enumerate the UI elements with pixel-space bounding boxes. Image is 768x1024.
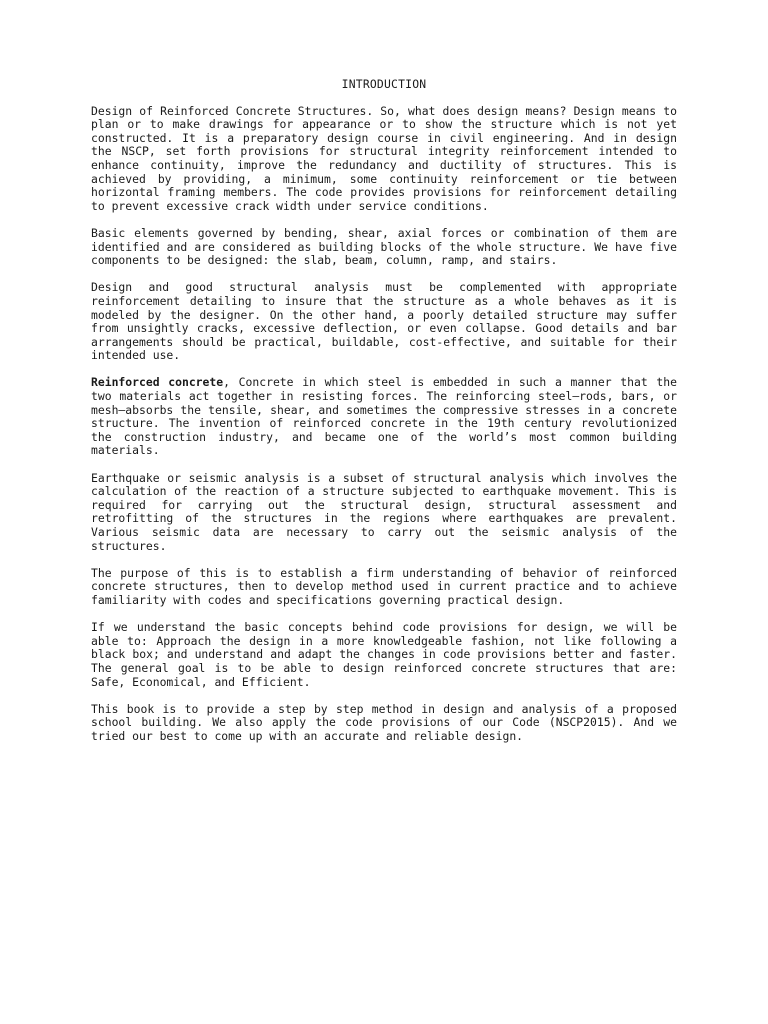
paragraph-basic-elements bbox=[91, 227, 677, 268]
paragraph-text: If we understand the basic concepts behind code provisions for design, we will be able to: Approach the design in a more knowledgeable fashion, not like following a black box; and understand and adapt the changes in code provisions better and faster. The general goal is to be able to design reinforced concrete structures that are: Safe, Economical, and Efficient. bbox=[91, 620, 677, 689]
paragraph-reinforced-concrete bbox=[91, 376, 677, 458]
paragraph-text: This book is to provide a step by step method in design and analysis of a proposed school building. We also apply the code provisions of our Code (NSCP2015). And we tried our best to come up with an accurate and reliable design. bbox=[91, 701, 677, 743]
paragraph-text: Basic elements governed by bending, shear, axial forces or combination of them are identified and are considered as building blocks of the whole structure. We have five components to be designed: the slab, beam, column, ramp, and stairs. bbox=[91, 225, 677, 268]
paragraph-detailing bbox=[91, 281, 677, 363]
page-title: INTRODUCTION bbox=[341, 77, 427, 91]
paragraph-book-aim bbox=[91, 703, 677, 744]
document-page bbox=[91, 78, 677, 757]
paragraph-purpose bbox=[91, 567, 677, 608]
paragraph-text: Design of Reinforced Concrete Structures. So, what does design means? Design means to plan or to make drawings for appearance or to show the structure which is not yet constructed. It is a preparatory design course in civil engineering. And in design the NSCP, set forth provisions for structural integrity reinforcement intended to enhance continuity, improve the redundancy and ductility of structures. This is achieved by providing, a minimum, some continuity reinforcement or tie between horizontal framing members. The code provides provisions for reinforcement detailing to prevent excessive crack width under service conditions. bbox=[91, 103, 677, 213]
paragraph-text: Design and good structural analysis must be complemented with appropriate reinforcement detailing to insure that the structure as a whole behaves as it is modeled by the designer. On the other hand, a poorly detailed structure may suffer from unsightly cracks, excessive deflection, or even collapse. Good details and bar arrangements should be practical, buildable, cost-effective, and suitable for their intended use. bbox=[91, 280, 677, 363]
paragraph-seismic-analysis bbox=[91, 472, 677, 554]
paragraph-design-intro bbox=[91, 105, 677, 214]
paragraph-text: The purpose of this is to establish a firm understanding of behavior of reinforced concrete structures, then to develop method used in current practice and to achieve familiarity with codes and specifications governing practical design. bbox=[91, 565, 677, 607]
paragraph-text: Earthquake or seismic analysis is a subset of structural analysis which involves the calculation of the reaction of a structure subjected to earthquake movement. This is required for carrying out the structural design, structural assessment and retrofitting of the structures in the regions where earthquakes are prevalent. Various seismic data are necessary to carry out the seismic analysis of the structures. bbox=[91, 470, 677, 553]
paragraph-goals bbox=[91, 621, 677, 689]
paragraph-text: , Concrete in which steel is embedded in such a manner that the two materials act together in resisting forces. The reinforcing steel—rods, bars, or mesh—absorbs the tensile, shear, and sometimes the compressive stresses in a concrete structure. The invention of reinforced concrete in the 19th century revolutionized the construction industry, and became one of the world’s most common building materials. bbox=[91, 375, 677, 458]
bold-term: Reinforced concrete bbox=[91, 375, 224, 390]
